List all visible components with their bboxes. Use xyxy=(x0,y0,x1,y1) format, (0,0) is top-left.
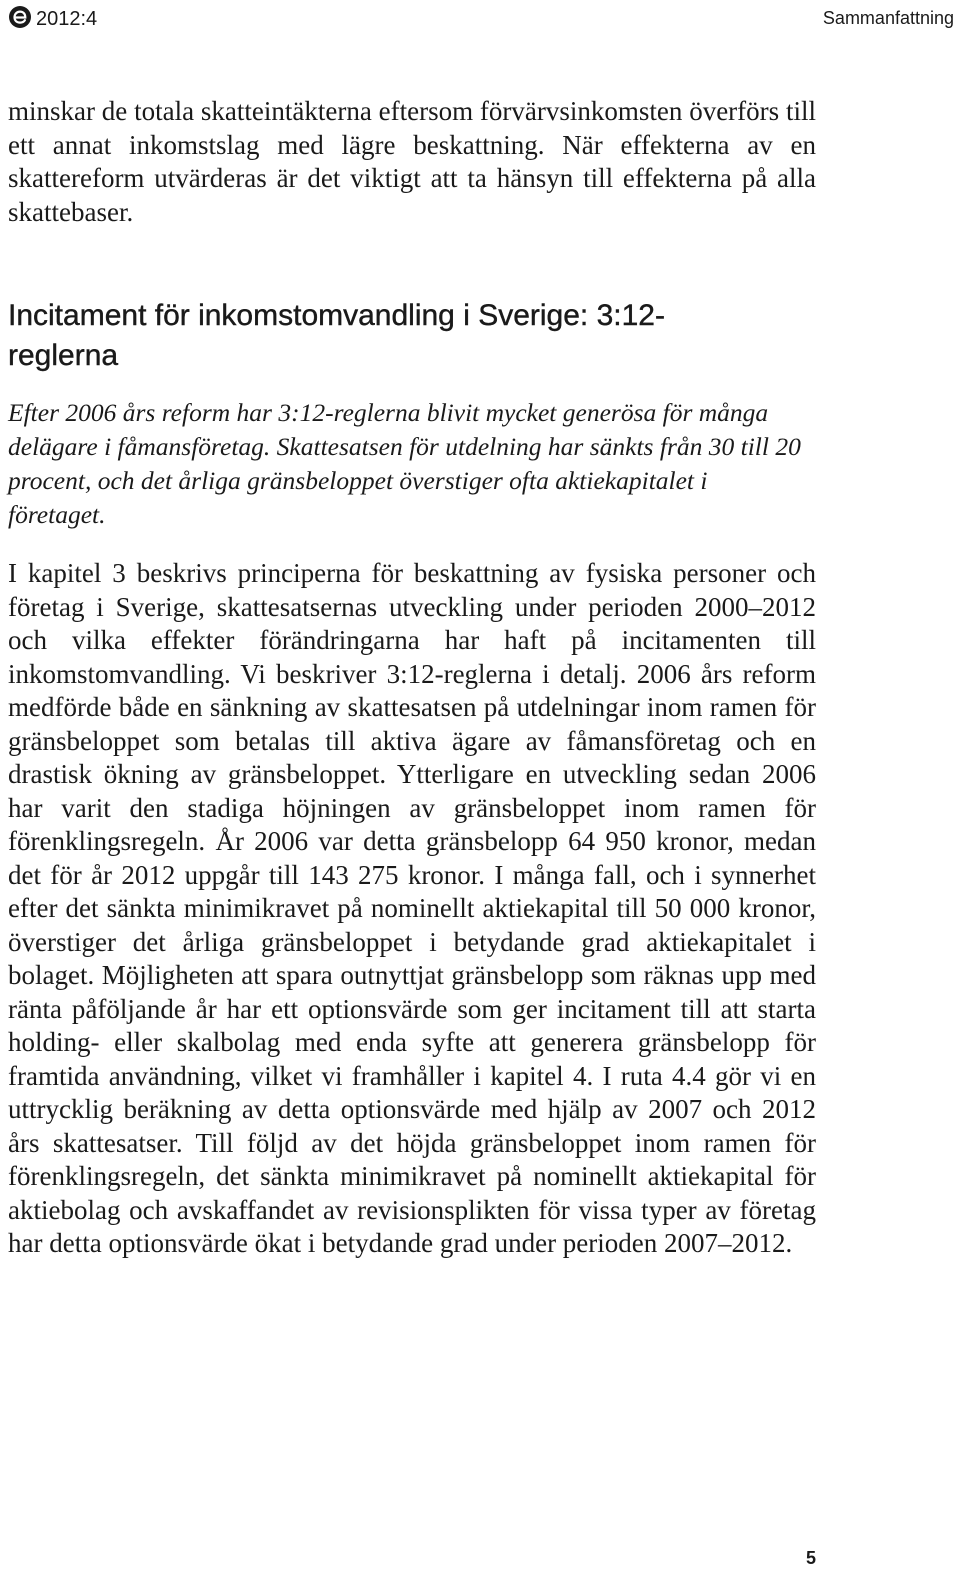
e-logo-icon xyxy=(8,5,32,29)
issue-number: 2012:4 xyxy=(36,8,98,30)
section-label: Sammanfattning xyxy=(822,8,954,28)
lead-paragraph: Efter 2006 års reform har 3:12-reglerna blivit mycket generösa för många delägare i fåmansföretag. Skattesatsen för utdelning har sänkts från 30 till 20 procent, och det årliga gränsbeloppet överstiger ofta aktiekapitalet i företaget. xyxy=(8,398,801,529)
page-number: 5 xyxy=(805,1548,816,1568)
page-header xyxy=(0,0,960,40)
intro-paragraph: minskar de totala skatteintäkterna eftersom förvärvsinkomsten överförs till ett annat inkomstslag med lägre beskattning. När effekterna av en skattereform utvärderas är det viktigt att ta hänsyn till effekterna på alla skattebaser. xyxy=(8,96,816,227)
body-paragraph: I kapitel 3 beskrivs principerna för beskattning av fysiska personer och företag i Sverige, skattesatsernas utveckling under perioden 2000–2012 och vilka effekter förändringarna har haft på incitamenten till inkomstomvandling. Vi beskriver 3:12-reglerna i detalj. 2006 års reform medförde både en sänkning av skattesatsen på utdelningar inom ramen för gränsbeloppet som betalas till aktiva ägare av fåmansföretag och en drastisk ökning av gränsbeloppet. Ytterligare en utveckling sedan 2006 har varit den stadiga höjningen av gränsbeloppet inom ramen för förenklingsregeln. År 2006 var detta gränsbelopp 64 950 kronor, medan det för år 2012 uppgår till 143 275 kronor. I många fall, och i synnerhet efter det sänkta minimikravet på nominellt aktiekapital till 50 000 kronor, överstiger det årliga gränsbeloppet i betydande grad aktiekapitalet i bolaget. Möjligheten att spara outnyttjat gränsbelopp som räknas upp med ränta påföljande år har ett optionsvärde som ger incitament till att starta holding- eller skalbolag med enda syfte att generera gränsbelopp för framtida användning, vilket vi framhåller i kapitel 4. I ruta 4.4 gör vi en uttrycklig beräkning av detta optionsvärde med hjälp av 2007 och 2012 års skattesatser. Till följd av det höjda gränsbeloppet inom ramen för förenklingsregeln, det sänkta minimikravet på nominellt aktiekapital för aktiebolag och avskaffandet av revisionsplikten för vissa typer av företag har detta optionsvärde ökat i betydande grad under perioden 2007–2012. xyxy=(8,558,816,1258)
section-heading: Incitament för inkomstomvandling i Sverige: 3:12-reglerna xyxy=(8,299,665,372)
